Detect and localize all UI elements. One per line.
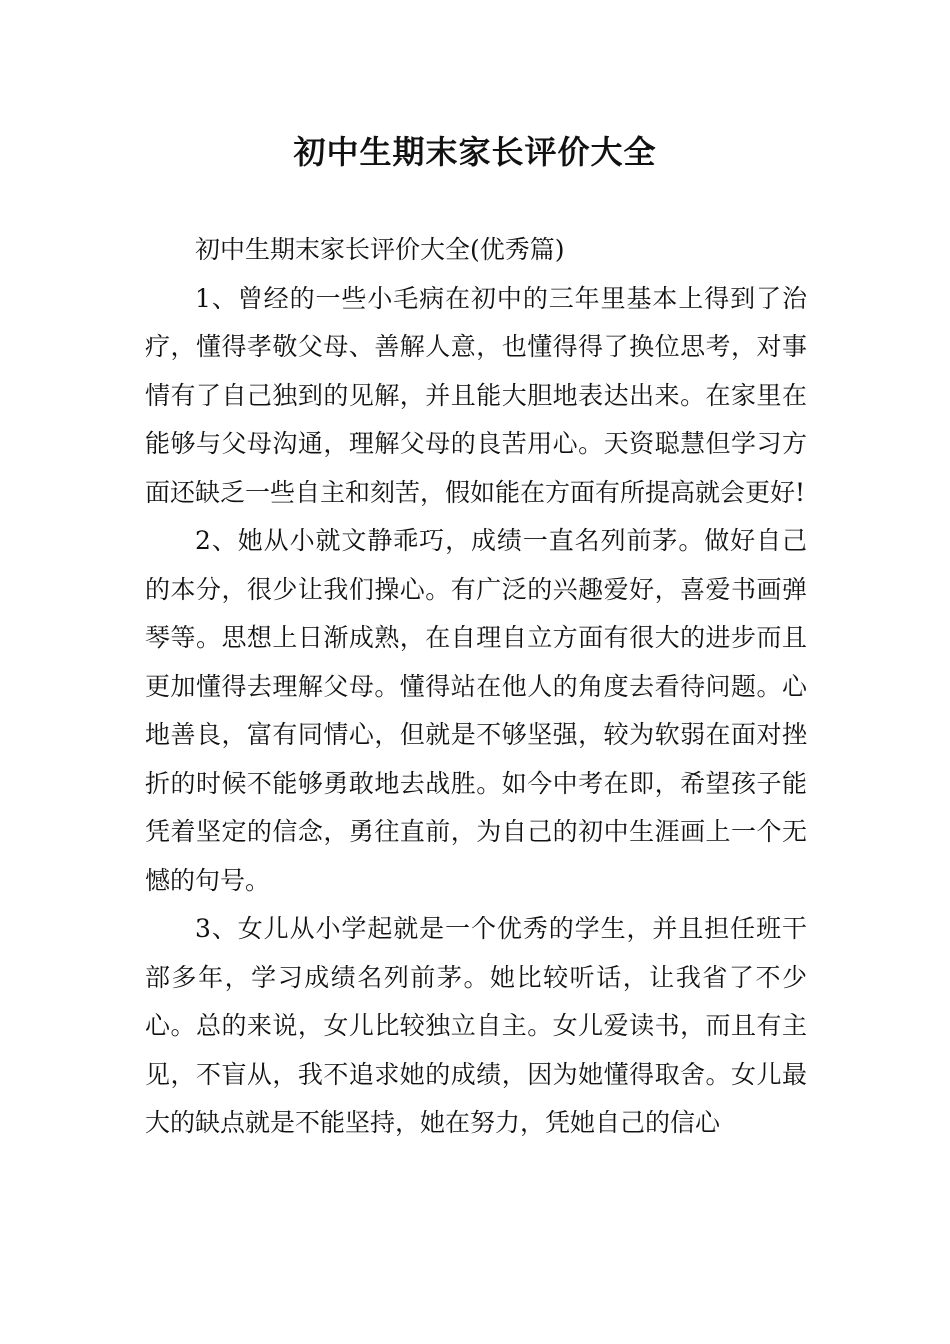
- document-body: [145, 226, 807, 1148]
- document-title: 初中生期末家长评价大全: [293, 133, 657, 171]
- document-subtitle: 初中生期末家长评价大全(优秀篇): [195, 235, 565, 264]
- paragraph-3: 3、女儿从小学起就是一个优秀的学生，并且担任班干部多年，学习成绩名列前茅。她比较听话，让我省了不少心。总的来说，女儿比较独立自主。女儿爱读书，而且有主见，不盲从，我不追求她的成绩，因为她懂得取舍。女儿最大的缺点就是不能坚持，她在努力，凭她自己的信心: [145, 914, 807, 1137]
- paragraph-2: 2、她从小就文静乖巧，成绩一直名列前茅。做好自己的本分，很少让我们操心。有广泛的兴趣爱好，喜爱书画弹琴等。思想上日渐成熟，在自理自立方面有很大的进步而且更加懂得去理解父母。懂得站在他人的角度去看待问题。心地善良，富有同情心，但就是不够坚强，较为软弱在面对挫折的时候不能够勇敢地去战胜。如今中考在即，希望孩子能凭着坚定的信念，勇往直前，为自己的初中生涯画上一个无憾的句号。: [145, 526, 807, 895]
- paragraph-1: 1、曾经的一些小毛病在初中的三年里基本上得到了治疗，懂得孝敬父母、善解人意，也懂得得了换位思考，对事情有了自己独到的见解，并且能大胆地表达出来。在家里在能够与父母沟通，理解父母的良苦用心。天资聪慧但学习方面还缺乏一些自主和刻苦，假如能在方面有所提高就会更好!: [145, 283, 807, 507]
